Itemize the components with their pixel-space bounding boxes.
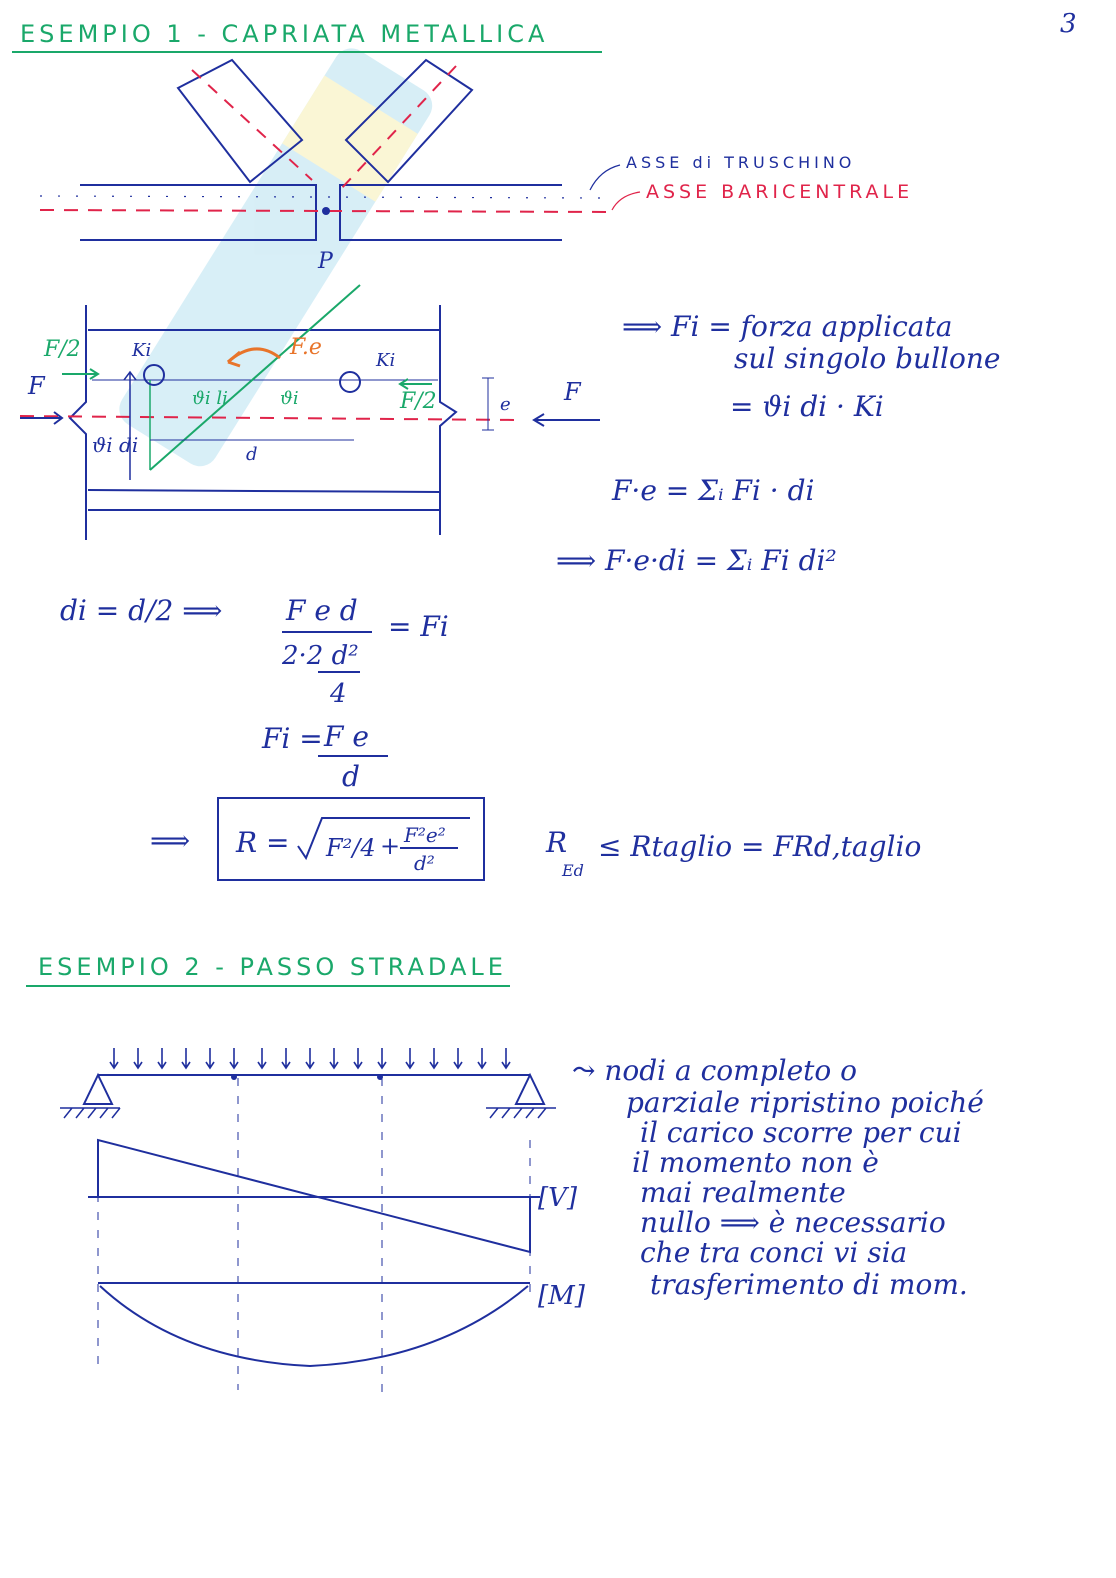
- label-theta-di-vertical: ϑi di: [92, 433, 139, 457]
- example2-note-line: trasferimento di mom.: [650, 1268, 968, 1301]
- equation-1: F·e = Σᵢ Fi · di: [612, 474, 815, 507]
- force-arrows: [20, 369, 600, 480]
- note-line-1: ⟹ Fi = forza applicata: [622, 310, 953, 343]
- example2-note-line: mai realmente: [640, 1176, 846, 1209]
- equation-2: ⟹ F·e·di = Σᵢ Fi di²: [556, 544, 837, 577]
- node-point: [322, 207, 330, 215]
- note-line-2: sul singolo bullone: [734, 342, 1001, 375]
- label-f-half-right: F/2: [400, 389, 437, 414]
- formula-r-plus: +: [380, 832, 401, 860]
- example2-note-line: che tra conci vi sia: [640, 1236, 908, 1269]
- bolt-right: [340, 372, 360, 392]
- node-label: P: [318, 249, 333, 274]
- inequality-sub: Ed: [562, 861, 584, 880]
- formula-di: di = d/2 ⟹: [60, 594, 223, 627]
- formula-r-term2-den: d²: [414, 851, 435, 875]
- joint-axis: [20, 416, 520, 420]
- example2-notes: [572, 1054, 984, 1301]
- beam-diagram: [60, 1075, 556, 1400]
- label-e: e: [500, 394, 511, 415]
- label-f-half-left: F/2: [44, 337, 81, 362]
- label-v: [V]: [538, 1183, 578, 1213]
- formula-frac-den-2: 4: [330, 679, 347, 709]
- note-line-3: = ϑi di · Ki: [730, 390, 884, 423]
- label-d: d: [246, 444, 258, 465]
- example2-note-line: il carico scorre per cui: [640, 1116, 962, 1149]
- formula-frac-den: 2·2 d²: [282, 641, 359, 671]
- label-ki-left: Ki: [132, 340, 152, 361]
- inequality-lhs: R: [546, 826, 568, 859]
- formula-r-term1: F²/4: [326, 834, 376, 862]
- example2-note-line: ⤳ nodi a completo o: [572, 1054, 858, 1087]
- hinge-1: [231, 1074, 237, 1080]
- example2-title: ESEMPIO 2 - PASSO STRADALE: [38, 953, 507, 981]
- formula-fi-den: d: [342, 760, 360, 793]
- label-moment: F.e: [290, 335, 322, 360]
- label-theta-i: ϑi: [280, 388, 299, 409]
- label-asse-truschino: ASSE di TRUSCHINO: [626, 153, 856, 172]
- page-number: 3: [1060, 9, 1077, 39]
- label-f-left: F: [28, 372, 45, 400]
- example2-note-line: parziale ripristino poiché: [626, 1086, 984, 1119]
- formula-r-arrow: ⟹: [150, 824, 191, 857]
- formula-fi-num: F e: [324, 720, 369, 753]
- formula-fi-lhs: Fi =: [262, 722, 323, 755]
- distributed-load-arrows: [110, 1048, 510, 1068]
- formula-r-term2-num: F²e²: [404, 823, 446, 847]
- label-m: [M]: [538, 1281, 585, 1311]
- example1-title: ESEMPIO 1 - CAPRIATA METALLICA: [20, 20, 549, 48]
- label-theta-di-left: ϑi li: [192, 388, 228, 409]
- inequality-rhs: ≤ Rtaglio = FRd,taglio: [598, 830, 922, 863]
- label-asse-baricentrale: ASSE BARICENTRALE: [646, 181, 914, 203]
- hinge-2: [377, 1074, 383, 1080]
- example2-note-line: nullo ⟹ è necessario: [640, 1206, 946, 1239]
- example2-note-line: il momento non è: [632, 1146, 879, 1179]
- label-ki-right: Ki: [376, 350, 396, 371]
- leader-truschino: [590, 165, 620, 190]
- formula-eq-fi: = Fi: [388, 610, 449, 643]
- watermark: [113, 42, 439, 473]
- moment-diagram: [98, 1283, 530, 1366]
- leader-baricentrale: [612, 192, 640, 210]
- formula-frac-num: F e d: [286, 594, 358, 627]
- shear-diagram: [88, 1140, 540, 1252]
- formula-r-lhs: R =: [236, 826, 290, 859]
- label-f-right: F: [564, 378, 581, 406]
